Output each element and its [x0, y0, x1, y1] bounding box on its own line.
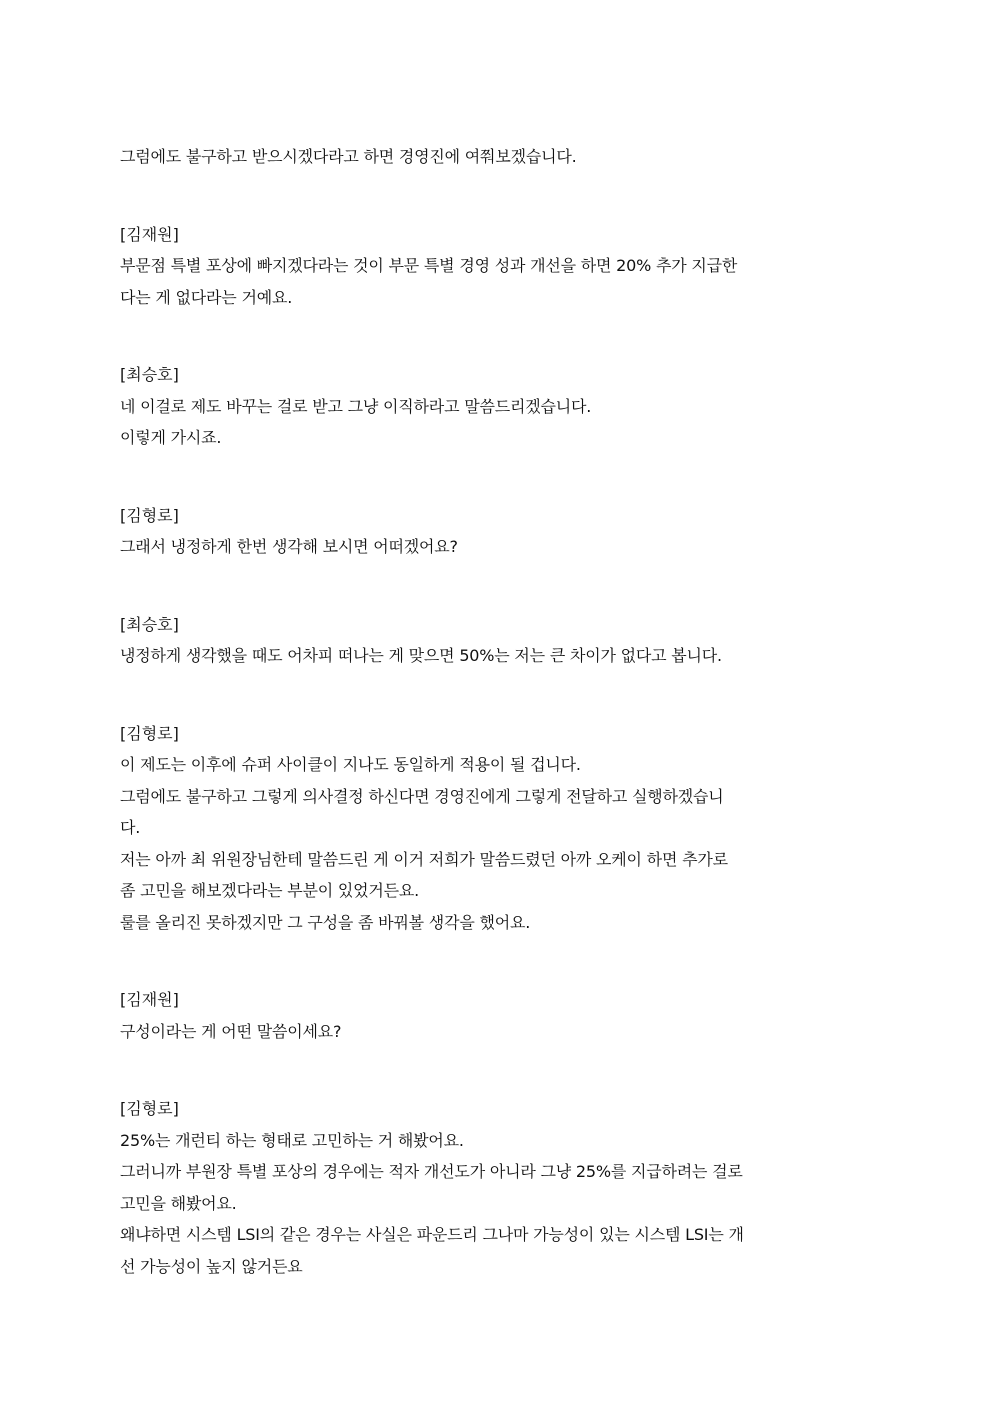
speaker-label: [김형로] [120, 1099, 179, 1118]
text-line: 구성이라는 게 어떤 말씀이세요? [120, 1021, 342, 1041]
speaker-label: [김재원] [120, 224, 179, 244]
text-line: 고민을 해봤어요. [120, 1193, 237, 1213]
speaker-label: [김형로] [120, 723, 179, 743]
text-line: 다는 게 없다라는 거예요. [120, 287, 293, 307]
dialogue-block-6 [120, 984, 872, 1047]
dialogue-block-4 [120, 609, 872, 672]
speaker-label: [김재원] [120, 990, 179, 1009]
text-line: 25%는 개런티 하는 형태로 고민하는 거 해봤어요. [120, 1130, 464, 1150]
text-line: 그러니까 부원장 특별 포상의 경우에는 적자 개선도가 아니라 그냥 25%를 지급하려는 걸로 [120, 1162, 743, 1181]
text-line: 왜냐하면 시스템 LSI의 같은 경우는 사실은 파운드리 그나마 가능성이 있는 시스템 LSI는 개 [120, 1225, 744, 1244]
text-line: 네 이걸로 제도 바꾸는 걸로 받고 그냥 이직하라고 말씀드리겠습니다. [120, 396, 592, 416]
text-line: 그럼에도 불구하고 받으시겠다라고 하면 경영진에 여쭤보겠습니다. [120, 147, 577, 166]
text-line: 부문점 특별 포상에 빠지겠다라는 것이 부문 특별 경영 성과 개선을 하면 20% 추가 지급한 [120, 256, 738, 275]
document-page [120, 141, 872, 1282]
dialogue-block-0 [120, 141, 872, 173]
text-line: 그럼에도 불구하고 그렇게 의사결정 하신다면 경영진에게 그렇게 전달하고 실행하겠습니 [120, 786, 724, 806]
dialogue-block-3 [120, 500, 872, 563]
text-line: 그래서 냉정하게 한번 생각해 보시면 어떠겠어요? [120, 537, 458, 556]
speaker-label: [최승호] [120, 614, 179, 634]
speaker-label: [최승호] [120, 365, 179, 384]
text-line: 선 가능성이 높지 않거든요 [120, 1256, 303, 1276]
speaker-label: [김형로] [120, 505, 179, 525]
text-line: 좀 고민을 해보겠다라는 부분이 있었거든요. [120, 881, 420, 900]
text-line: 다. [120, 818, 141, 837]
dialogue-block-1 [120, 219, 872, 314]
text-line: 냉정하게 생각했을 때도 어차피 떠나는 게 맞으면 50%는 저는 큰 차이가 없다고 봅니다. [120, 646, 722, 665]
text-line: 저는 아까 최 위원장님한테 말씀드린 게 이거 저희가 말씀드렸던 아까 오케이 하면 추가로 [120, 849, 728, 869]
text-line: 룰를 올리진 못하겠지만 그 구성을 좀 바꿔볼 생각을 했어요. [120, 912, 531, 932]
dialogue-block-7 [120, 1093, 872, 1282]
text-line: 이 제도는 이후에 슈퍼 사이클이 지나도 동일하게 적용이 될 겁니다. [120, 755, 581, 774]
dialogue-block-5 [120, 718, 872, 939]
dialogue-block-2 [120, 359, 872, 454]
text-line: 이렇게 가시죠. [120, 428, 222, 447]
